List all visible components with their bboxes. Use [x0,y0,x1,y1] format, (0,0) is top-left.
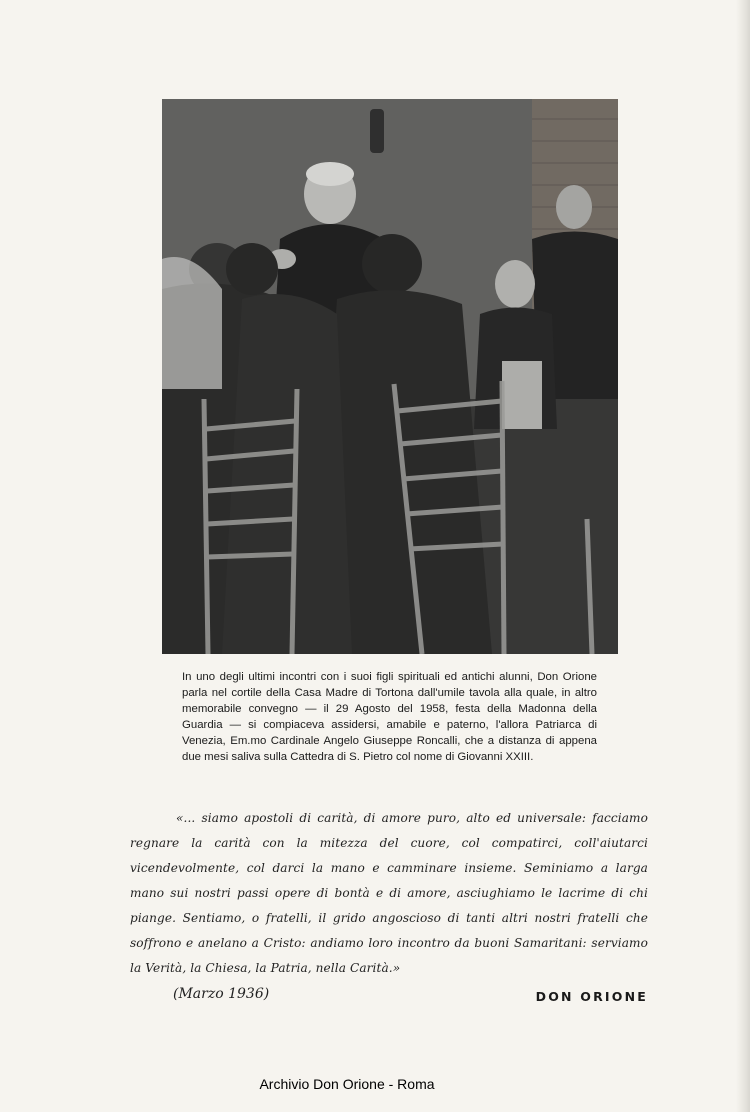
photograph [162,99,618,654]
photo-caption: In uno degli ultimi incontri con i suoi figli spirituali ed antichi alunni, Don Orione parla nel cortile della Casa Madre di Tortona dall'umile tavola alla quale, in altro memorabile convegno — il 29 Agosto del 1958, festa della Madonna della Guardia — si compiaceva assidersi, amabile e paterno, l'allora Patriarca di Venezia, Em.mo Cardinale Angelo Giuseppe Roncalli, che a distanza di appena due mesi saliva sulla Cattedra di S. Pietro col nome di Giovanni XXIII. [182,671,597,764]
page-edge [736,0,750,1112]
archive-footer: Archivio Don Orione - Roma [259,1076,435,1092]
quote-author: DON ORIONE [535,989,648,1004]
quote-text: «... siamo apostoli di carità, di amore puro, alto ed universale: facciamo regnare la carità con la mitezza del cuore, col compatirci, coll'aiutarci vicendevolmente, col darci la mano e camminare insieme. Seminiamo a larga mano sui nostri passi opere di bontà e di amore, asciughiamo le lacrime di chi piange. Sentiamo, o fratelli, il grido angoscioso di tanti altri nostri fratelli che soffrono e anelano a Cristo: andiamo loro incontro da buoni Samaritani: serviamo la Verità, la Chiesa, la Patria, nella Carità.» [130,811,648,975]
photograph-icon [162,99,618,654]
quote-date: (Marzo 1936) [173,986,270,1002]
